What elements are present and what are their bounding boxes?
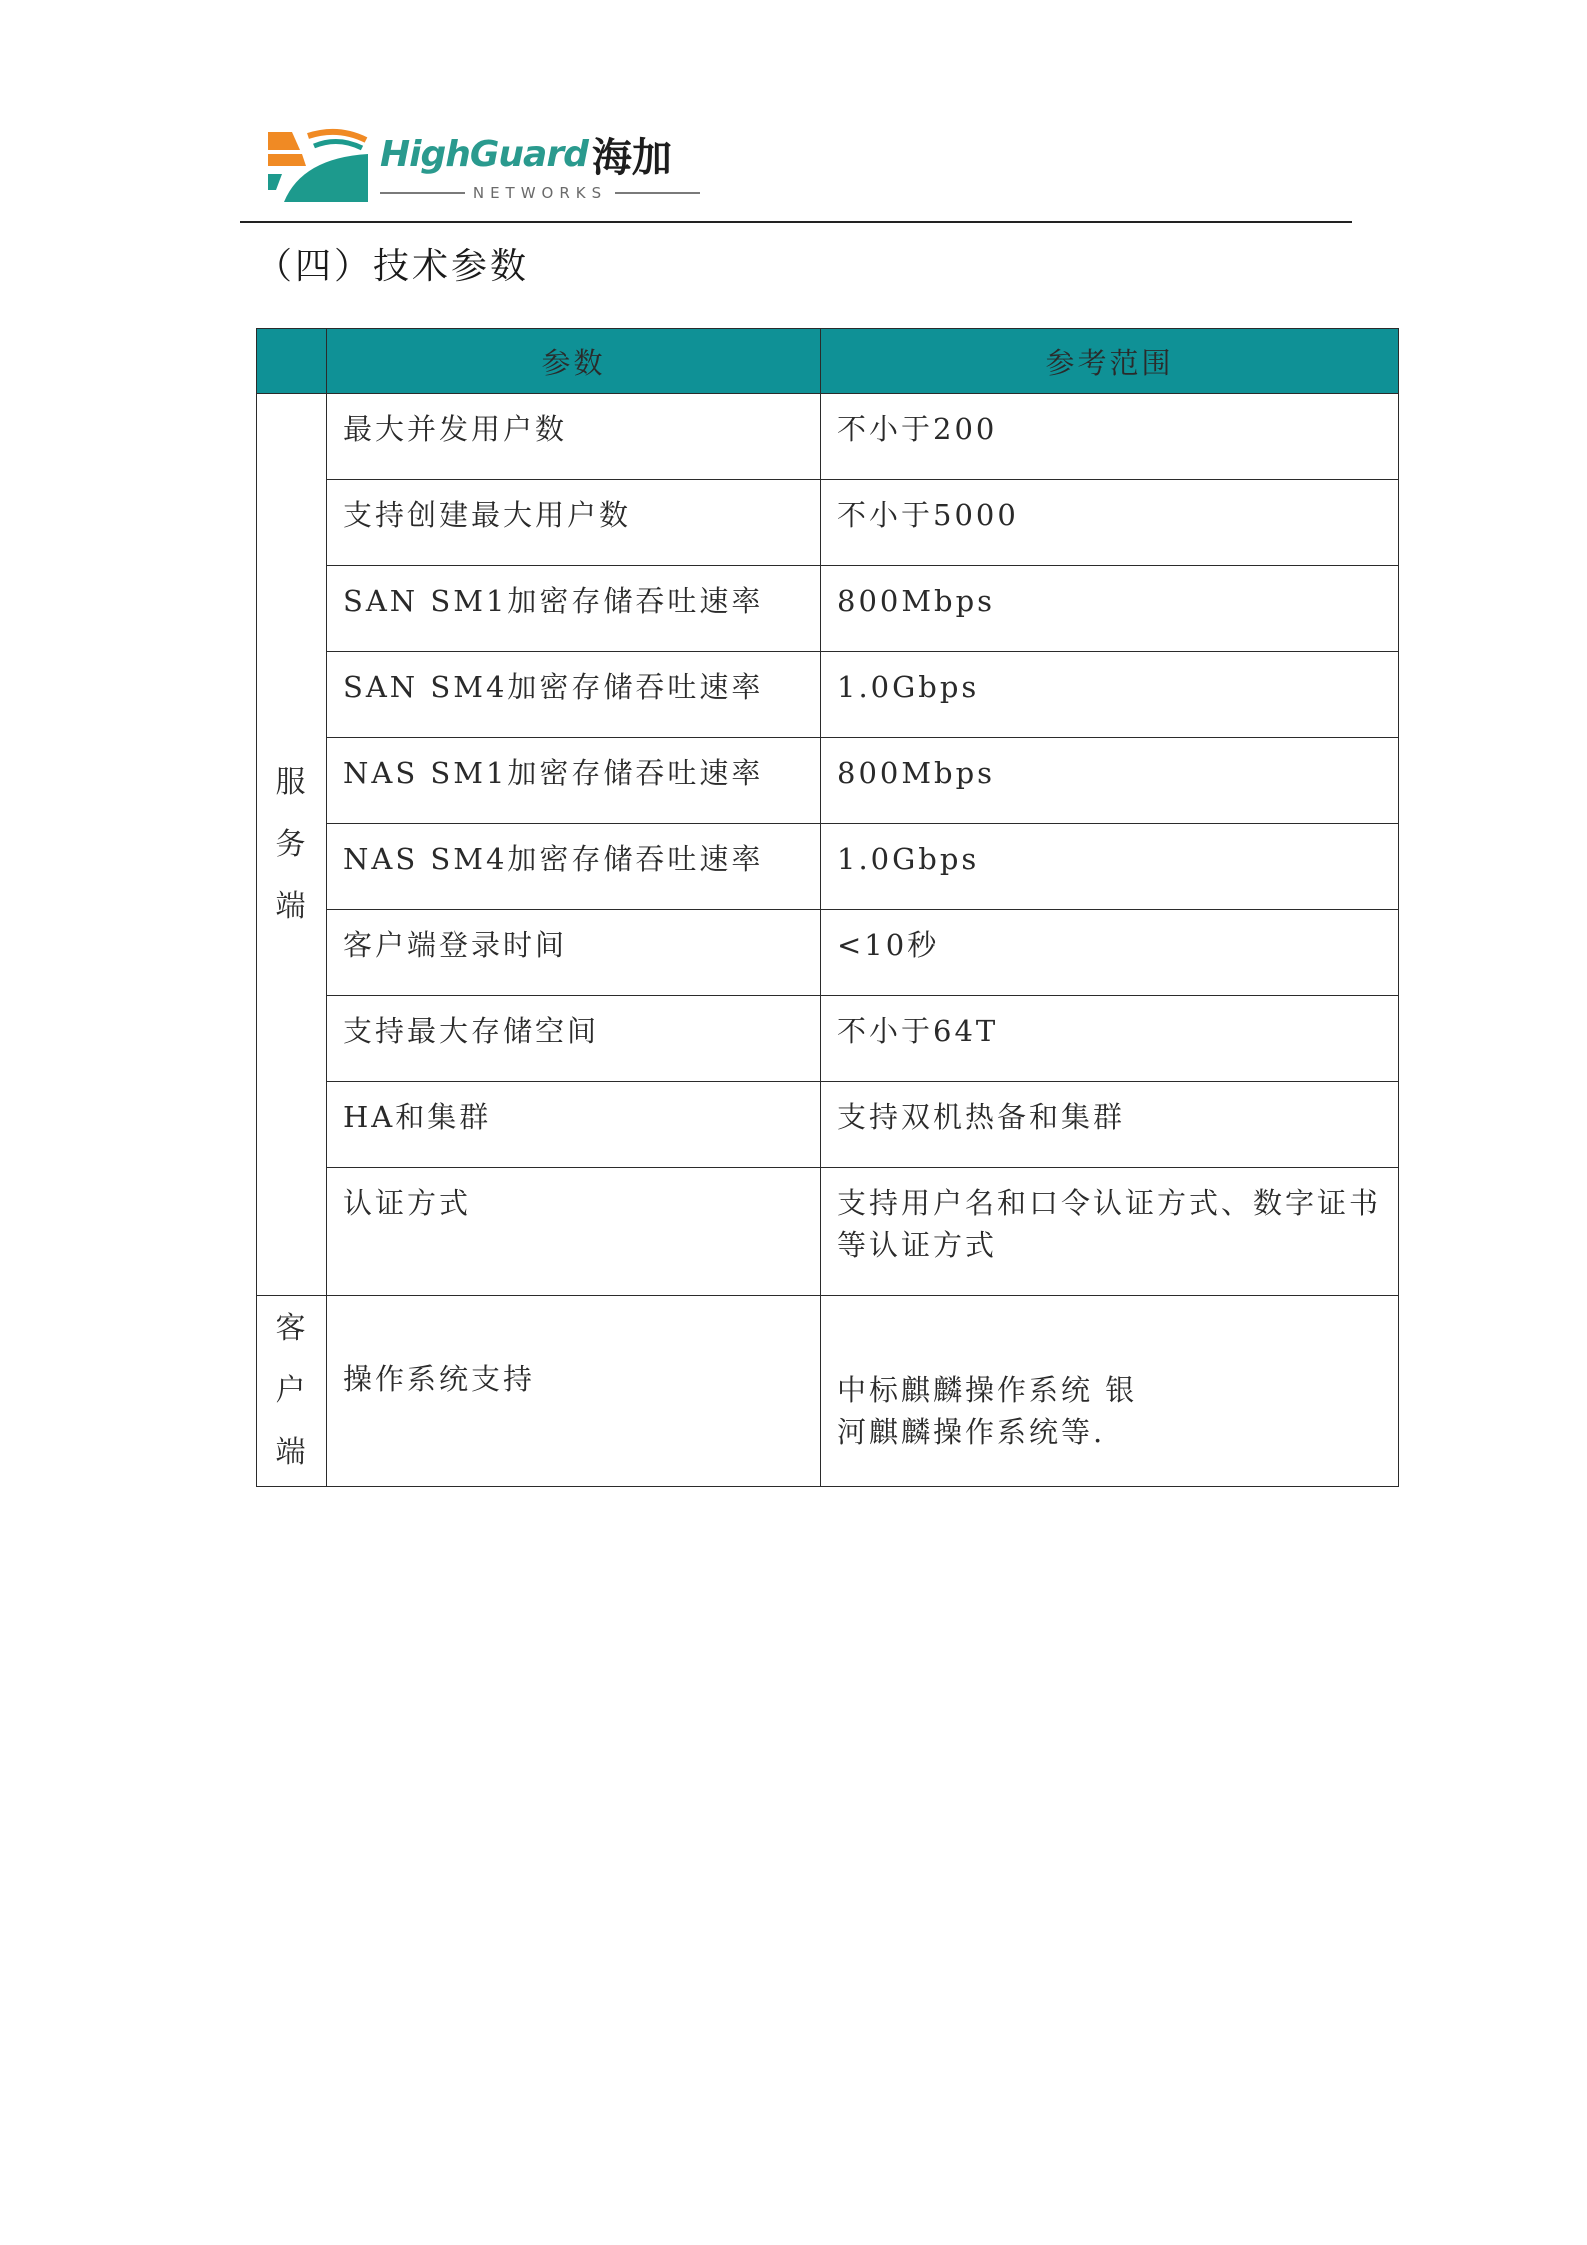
table-header-row xyxy=(257,329,1399,394)
logo-wordmark-en: HighGuard xyxy=(380,133,588,175)
group-label-client: 客户端 xyxy=(257,1296,327,1487)
range-cell: 800Mbps xyxy=(821,738,1399,824)
range-cell: 支持双机热备和集群 xyxy=(821,1082,1399,1168)
table-row xyxy=(257,824,1399,910)
range-cell: 支持用户名和口令认证方式、数字证书等认证方式 xyxy=(821,1168,1399,1296)
logo-wordmark-cn: 海加 xyxy=(591,134,672,181)
table-row xyxy=(257,1168,1399,1296)
logo-emblem-icon xyxy=(262,124,372,202)
param-cell: 支持创建最大用户数 xyxy=(327,480,821,566)
logo-subtitle: NETWORKS xyxy=(472,184,608,202)
range-cell: 不小于64T xyxy=(821,996,1399,1082)
tech-spec-table xyxy=(256,328,1399,1487)
param-cell: HA和集群 xyxy=(327,1082,821,1168)
param-cell: 操作系统支持 xyxy=(327,1296,821,1487)
range-cell: 不小于200 xyxy=(821,394,1399,480)
header-cell-group xyxy=(257,329,327,394)
param-cell: NAS SM4加密存储吞吐速率 xyxy=(327,824,821,910)
range-cell: 1.0Gbps xyxy=(821,824,1399,910)
header-divider xyxy=(240,221,1352,223)
company-logo xyxy=(262,118,702,208)
range-cell: <10秒 xyxy=(821,910,1399,996)
table-row xyxy=(257,1082,1399,1168)
header-cell-range: 参考范围 xyxy=(821,329,1399,394)
param-cell: 客户端登录时间 xyxy=(327,910,821,996)
param-cell: SAN SM1加密存储吞吐速率 xyxy=(327,566,821,652)
table-row xyxy=(257,996,1399,1082)
range-cell: 800Mbps xyxy=(821,566,1399,652)
section-title: （四）技术参数 xyxy=(256,246,530,287)
param-cell: SAN SM4加密存储吞吐速率 xyxy=(327,652,821,738)
range-cell: 中标麒麟操作系统 银河麒麟操作系统等. xyxy=(821,1296,1399,1487)
param-cell: 认证方式 xyxy=(327,1168,821,1296)
param-cell: NAS SM1加密存储吞吐速率 xyxy=(327,738,821,824)
table-row xyxy=(257,910,1399,996)
table-row xyxy=(257,480,1399,566)
range-cell: 不小于5000 xyxy=(821,480,1399,566)
table-row xyxy=(257,394,1399,480)
header-cell-param: 参数 xyxy=(327,329,821,394)
group-label-server: 服务端 xyxy=(257,394,327,1296)
param-cell: 最大并发用户数 xyxy=(327,394,821,480)
table-row xyxy=(257,1296,1399,1487)
range-cell: 1.0Gbps xyxy=(821,652,1399,738)
table-row xyxy=(257,566,1399,652)
param-cell: 支持最大存储空间 xyxy=(327,996,821,1082)
table-row xyxy=(257,652,1399,738)
table-row xyxy=(257,738,1399,824)
